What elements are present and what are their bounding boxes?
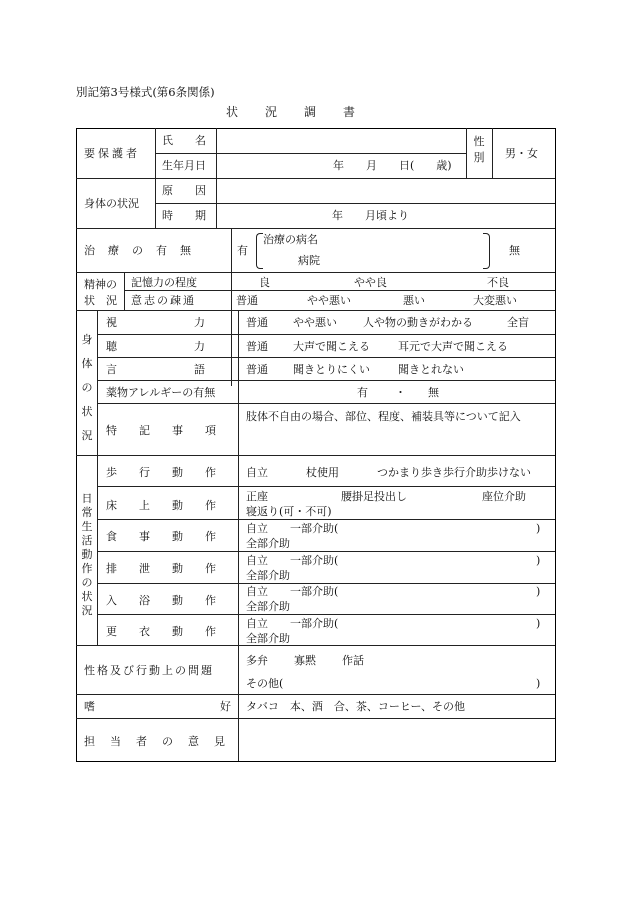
hearing-label: 聴 力 (106, 340, 205, 353)
divider (155, 153, 466, 154)
bed-label: 床 上 動 作 (106, 499, 216, 512)
divider (124, 272, 125, 310)
vision-option[interactable]: 人や物の動きがわかる (363, 316, 473, 329)
behavior-close-paren: ) (536, 677, 541, 690)
form-title: 状 況 調 書 (226, 105, 357, 119)
divider (97, 519, 555, 520)
walking-option[interactable]: つかまり歩き歩行介助歩けない (377, 466, 531, 479)
divider (466, 128, 467, 178)
treatment-no[interactable]: 無 (509, 244, 520, 257)
hearing-option[interactable]: 普通 (246, 340, 268, 353)
excretion-label: 排 泄 動 作 (106, 562, 216, 575)
bed-option[interactable]: 正座 (246, 490, 268, 503)
excretion-full[interactable]: 全部介助 (246, 569, 290, 582)
table-left-border (76, 128, 77, 762)
speech-option[interactable]: 聞きとりにくい (293, 363, 370, 376)
behavior-option[interactable]: 寡黙 (294, 654, 316, 667)
divider (97, 310, 98, 645)
dressing-label: 更 衣 動 作 (106, 625, 216, 638)
allergy-option[interactable]: 無 (428, 386, 439, 399)
communication-option[interactable]: 悪い (403, 294, 425, 307)
cause-label: 原 因 (162, 184, 206, 197)
adl-label: 日常生活動作の状況 (81, 492, 93, 617)
eating-full[interactable]: 全部介助 (246, 537, 290, 550)
excretion-close-paren: ) (536, 554, 541, 567)
behavior-option[interactable]: 多弁 (246, 654, 268, 667)
divider (97, 486, 555, 487)
birthdate-field[interactable]: 年 月 日( 歳) (333, 159, 452, 172)
mental-label-line2: 状 況 (84, 294, 117, 307)
hearing-option[interactable]: 大声で聞こえる (293, 340, 370, 353)
notes-label: 特 記 事 項 (106, 424, 216, 437)
eating-label: 食 事 動 作 (106, 530, 216, 543)
divider (76, 310, 555, 311)
divider (97, 551, 555, 552)
divider (76, 228, 555, 229)
physical-label: 身体の状況 (81, 333, 93, 442)
divider (231, 228, 232, 386)
allergy-label: 薬物アレルギーの有無 (106, 386, 216, 399)
divider (238, 310, 239, 455)
divider (97, 583, 555, 584)
name-label: 氏 名 (162, 134, 206, 147)
mental-label-line1: 精神の (84, 278, 117, 291)
bed-turn[interactable]: 寝返り(可・不可) (246, 505, 332, 518)
period-label: 時 期 (162, 209, 206, 222)
vision-option[interactable]: 全盲 (507, 316, 529, 329)
bathing-close-paren: ) (536, 585, 541, 598)
preference-label-right: 好 (220, 700, 231, 713)
bathing-label: 入 浴 動 作 (106, 594, 216, 607)
table-top-border (76, 128, 555, 129)
memory-option[interactable]: 良 (259, 276, 270, 289)
form-number: 別記第3号様式(第6条関係) (76, 85, 215, 99)
walking-option[interactable]: 杖使用 (306, 466, 339, 479)
table-bottom-border (76, 761, 555, 762)
dressing-close-paren: ) (536, 617, 541, 630)
divider (76, 694, 555, 695)
speech-label: 言 語 (106, 363, 205, 376)
right-bracket (483, 233, 490, 269)
memory-label: 記憶力の程度 (131, 276, 197, 289)
excretion-partial[interactable]: 自立 一部介助( (246, 554, 339, 567)
communication-option[interactable]: 大変悪い (473, 294, 517, 307)
treatment-yes[interactable]: 有 (237, 244, 248, 257)
notes-hint[interactable]: 肢体不自由の場合、部位、程度、補装具等について記入 (246, 410, 521, 423)
divider (97, 380, 555, 381)
divider (76, 178, 555, 179)
period-field[interactable]: 年 月頃より (332, 209, 409, 222)
memory-option[interactable]: 不良 (487, 276, 509, 289)
hospital-label: 病院 (298, 254, 320, 267)
divider (124, 290, 555, 291)
bed-option[interactable]: 座位介助 (482, 490, 526, 503)
sex-options[interactable]: 男・女 (505, 147, 538, 160)
table-right-border (555, 128, 556, 762)
memory-option[interactable]: やや良 (354, 276, 387, 289)
opinion-label: 担 当 者 の 意 見 (84, 735, 227, 748)
treatment-label: 治 療 の 有 無 (84, 244, 192, 257)
divider (76, 272, 555, 273)
allergy-option[interactable]: 有 (357, 386, 368, 399)
hearing-option[interactable]: 耳元で大声で聞こえる (398, 340, 508, 353)
eating-partial[interactable]: 自立 一部介助( (246, 522, 339, 535)
disease-label: 治療の病名 (263, 233, 318, 246)
divider (492, 128, 493, 178)
communication-label: 意志の疎通 (131, 294, 196, 307)
divider (97, 357, 555, 358)
divider (76, 645, 555, 646)
dressing-partial[interactable]: 自立 一部介助( (246, 617, 339, 630)
body-state-label: 身体の状況 (84, 197, 139, 210)
walking-option[interactable]: 自立 (246, 466, 268, 479)
vision-option[interactable]: 普通 (246, 316, 268, 329)
preference-label-left: 嗜 (84, 700, 95, 713)
sex-label: 性別 (473, 135, 485, 164)
divider (97, 614, 555, 615)
bathing-partial[interactable]: 自立 一部介助( (246, 585, 339, 598)
vision-option[interactable]: やや悪い (293, 316, 337, 329)
bed-option[interactable]: 腰掛足投出し (341, 490, 407, 503)
behavior-other[interactable]: その他( (246, 677, 284, 690)
divider (76, 455, 555, 456)
allergy-separator: ・ (395, 386, 406, 399)
speech-option[interactable]: 聞きとれない (398, 363, 464, 376)
left-bracket (256, 233, 263, 269)
divider (97, 334, 555, 335)
birthdate-label: 生年月日 (162, 159, 206, 172)
ward-label: 要保護者 (84, 147, 140, 160)
divider (97, 403, 555, 404)
communication-option[interactable]: 普通 (236, 294, 258, 307)
vision-label: 視 力 (106, 316, 205, 329)
walking-label: 歩 行 動 作 (106, 466, 216, 479)
opinion-field[interactable] (239, 719, 554, 760)
behavior-option[interactable]: 作話 (342, 654, 364, 667)
communication-option[interactable]: やや悪い (307, 294, 351, 307)
behavior-label: 性格及び行動上の問題 (84, 664, 214, 677)
eating-close-paren: ) (536, 522, 541, 535)
bathing-full[interactable]: 全部介助 (246, 600, 290, 613)
speech-option[interactable]: 普通 (246, 363, 268, 376)
dressing-full[interactable]: 全部介助 (246, 632, 290, 645)
divider (238, 455, 239, 761)
preference-content[interactable]: タバコ 本、酒 合、茶、コーヒー、その他 (246, 700, 466, 713)
divider (155, 203, 555, 204)
